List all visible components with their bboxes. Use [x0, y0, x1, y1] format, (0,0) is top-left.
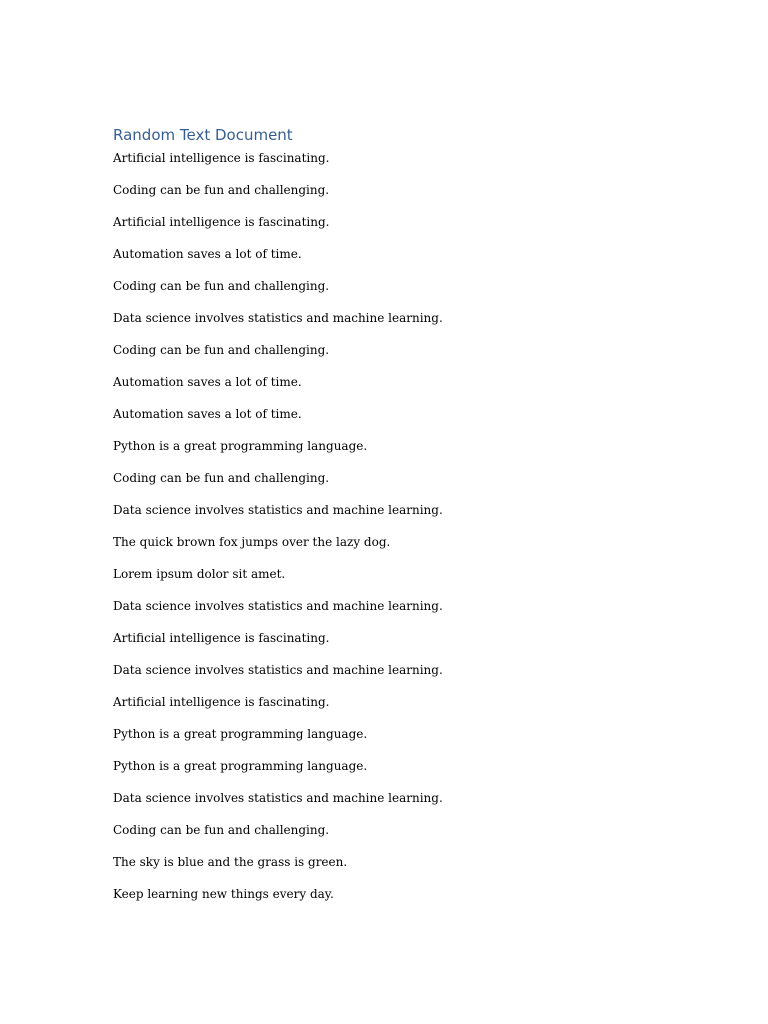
paragraph: Keep learning new things every day.	[113, 887, 334, 901]
paragraph: Automation saves a lot of time.	[113, 407, 302, 421]
paragraph: The quick brown fox jumps over the lazy dog.	[113, 535, 391, 549]
paragraph: Coding can be fun and challenging.	[113, 343, 330, 357]
paragraph: Python is a great programming language.	[113, 759, 368, 773]
paragraph: Artificial intelligence is fascinating.	[113, 151, 330, 165]
paragraph: Data science involves statistics and machine learning.	[113, 791, 443, 805]
document-title: Random Text Document	[113, 126, 293, 144]
paragraph: Data science involves statistics and machine learning.	[113, 311, 443, 325]
paragraph: Data science involves statistics and machine learning.	[113, 663, 443, 677]
paragraph: Artificial intelligence is fascinating.	[113, 215, 330, 229]
paragraph: Artificial intelligence is fascinating.	[113, 631, 330, 645]
paragraph: Artificial intelligence is fascinating.	[113, 695, 330, 709]
paragraph: Coding can be fun and challenging.	[113, 471, 330, 485]
paragraph: Data science involves statistics and machine learning.	[113, 599, 443, 613]
paragraph: Python is a great programming language.	[113, 727, 368, 741]
paragraph: Coding can be fun and challenging.	[113, 279, 330, 293]
paragraph: Automation saves a lot of time.	[113, 247, 302, 261]
paragraph: Coding can be fun and challenging.	[113, 823, 330, 837]
paragraph: Automation saves a lot of time.	[113, 375, 302, 389]
paragraph: Python is a great programming language.	[113, 439, 368, 453]
paragraph: The sky is blue and the grass is green.	[113, 855, 348, 869]
paragraph: Data science involves statistics and machine learning.	[113, 503, 443, 517]
document-body	[113, 148, 443, 916]
paragraph: Coding can be fun and challenging.	[113, 183, 330, 197]
paragraph: Lorem ipsum dolor sit amet.	[113, 567, 286, 581]
